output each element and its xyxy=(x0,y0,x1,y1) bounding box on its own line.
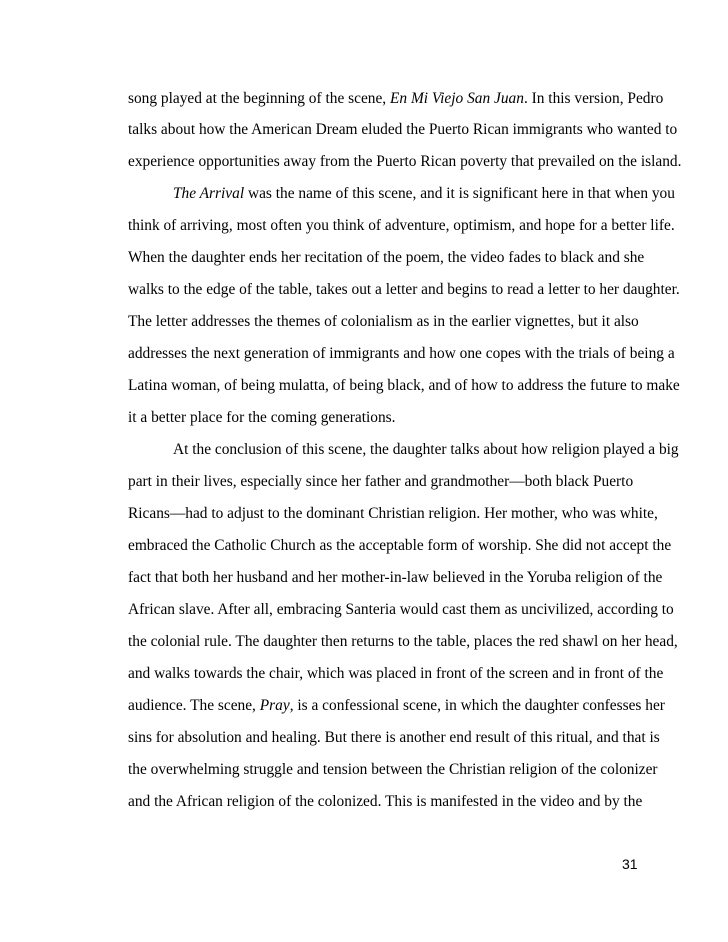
text-line: audience. The scene, Pray, is a confessional scene, in which the daughter confesses her xyxy=(128,697,665,714)
text-line: think of arriving, most often you think of adventure, optimism, and hope for a better life. xyxy=(128,217,675,234)
text-line: and the African religion of the colonized. This is manifested in the video and by the xyxy=(128,793,643,810)
italic-title: The Arrival xyxy=(173,185,245,202)
text-line: song played at the beginning of the scene, En Mi Viejo San Juan. In this version, Pedro xyxy=(128,90,664,107)
text-line: walks to the edge of the table, takes out a letter and begins to read a letter to her daughter. xyxy=(128,281,680,298)
text-line: experience opportunities away from the Puerto Rican poverty that prevailed on the island. xyxy=(128,153,682,170)
text-line: Ricans—had to adjust to the dominant Christian religion. Her mother, who was white, xyxy=(128,505,658,522)
text-line: When the daughter ends her recitation of the poem, the video fades to black and she xyxy=(128,249,645,266)
text-line: The letter addresses the themes of colonialism as in the earlier vignettes, but it also xyxy=(128,313,639,330)
paragraph-start-line: At the conclusion of this scene, the daughter talks about how religion played a big xyxy=(173,441,679,458)
text-line: African slave. After all, embracing Santeria would cast them as uncivilized, according to xyxy=(128,601,674,618)
text-line: part in their lives, especially since her father and grandmother—both black Puerto xyxy=(128,473,634,490)
text-line: the colonial rule. The daughter then returns to the table, places the red shawl on her head, xyxy=(128,633,678,650)
text-line: Latina woman, of being mulatta, of being black, and of how to address the future to make xyxy=(128,377,680,394)
page-number: 31 xyxy=(622,856,638,872)
text-line: the overwhelming struggle and tension between the Christian religion of the colonizer xyxy=(128,761,658,778)
italic-title: En Mi Viejo San Juan xyxy=(390,90,524,107)
text-line: talks about how the American Dream eluded the Puerto Rican immigrants who wanted to xyxy=(128,121,678,138)
text-line: embraced the Catholic Church as the acceptable form of worship. She did not accept the xyxy=(128,537,672,554)
text-line: it a better place for the coming generations. xyxy=(128,409,396,426)
italic-title: Pray xyxy=(259,697,290,714)
text-line: addresses the next generation of immigrants and how one copes with the trials of being a xyxy=(128,345,675,362)
text-line: fact that both her husband and her mother-in-law believed in the Yoruba religion of the xyxy=(128,569,663,586)
paragraph-start-line: The Arrival was the name of this scene, and it is significant here in that when you xyxy=(173,185,675,202)
text-line: and walks towards the chair, which was placed in front of the screen and in front of the xyxy=(128,665,664,682)
text-line: sins for absolution and healing. But there is another end result of this ritual, and that is xyxy=(128,729,660,746)
